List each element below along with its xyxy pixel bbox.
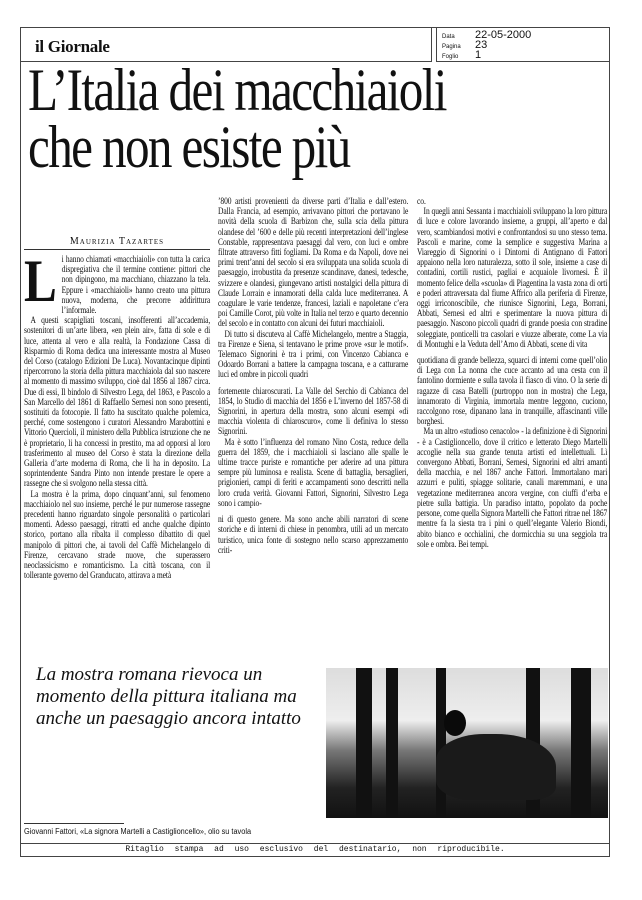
painting-photo — [326, 668, 608, 818]
paragraph: ni di questo genere. Ma sono anche abili narratori di scene storiche e di interni di chiese in penombra, utili ad un mercato turistico, unica fonte di sostegno nello scarso apprezzamento criti- — [218, 514, 409, 555]
article-column-2 — [218, 196, 408, 555]
headline-line-1: L’Italia dei macchiaioli — [28, 57, 446, 123]
paragraph: fortemente chiaroscurati. La Valle del Serchio di Cabianca del 1854, lo Studio di macchia del 1856 e L’inverno del 1857-58 di Signorini, in apertura della mostra, sono alcuni esempi «di macchia violenta di chiaroscuro», come li definiva lo stesso Signorini. — [218, 385, 409, 437]
paragraph — [24, 248, 211, 316]
byline: Maurizia Tazartes — [24, 236, 210, 250]
clipping-meta — [436, 27, 610, 62]
paragraph-text: i hanno chiamati «macchiaioli» con tutta la carica dispregiativa che il termine contiene: pittori che non dipingono, ma macchiano, chiazzano la tela. Eppure i «macchiaioli» hanno creato una pittura nuova, moderna, che precorre addirittura l’informale. — [61, 254, 211, 316]
article-column-1 — [24, 248, 211, 581]
caption-rule — [24, 823, 124, 824]
meta-label-date: Data — [442, 34, 455, 40]
paragraph: Di tutto si discuteva al Caffè Michelangelo, mentre a Staggia, tra Firenze e Siena, si tentavano le prime prove «sur le motif». Telemaco Signorini è tra i primi, con Vincenzo Cabianca e Odoardo Borrani a battere la campagna toscana, e a catturarne luci ed ombre in piccoli quadri — [218, 328, 409, 380]
meta-label-sheet: Foglio — [442, 54, 459, 60]
meta-date: 22-05-2000 — [475, 29, 532, 41]
paragraph: ’800 artisti provenienti da diverse parti d’Italia e dall’estero. Dalla Francia, ad esempio, arrivavano pittori che portavano le novità della scuola di Barbizon che, sulla scia della pittura olandese del ’600 e delle più recenti interpretazioni dell’inglese Constable, rappresentava paesaggi dal vero, con luci e ombre filtrate attraverso fitti fogliami. Da Roma e da Napoli, dove nei primi trent’anni del secolo si era sviluppata una solida scuola di paesaggio, irrobustita da presenze scandinave, danesi, tedesche, svizzere e olandesi, giungevano artisti nostalgici della pittura di Claude Lorrain e innamorati della calda luce mediterranea. A coagulare le varie tendenze, francesi, laziali e napoletane c’era poi Camille Corot, più volte in Italia nel terzo e quarto decennio del secolo e in contatto con alcuni dei futuri macchiaioli. — [218, 196, 409, 329]
paragraph: In quegli anni Sessanta i macchiaioli sviluppano la loro pittura di luce e colore lavorando insieme, a gruppi, all’aperto e dal vero, scambiandosi motivi e confrontandosi su uno stesso tema. Pascoli e marine, come la semplice e suggestiva Marina a Viareggio di Signorini o i Dintorni di Antignano di Fattori appaiono nella loro naturalezza, sotto il sole, insieme a case di contadini, cortili rustici, pagliai e acquaiole livornesi. È il momento felice della «scuola» di Piagentina la vasta zona di orti e poderi attraversata dal fiume Affrico alla periferia di Firenze, oggi irriconoscibile, che riunisce Signorini, Lega, Borrani, Abbati, Sernesi ed altri e sperimentare la nuova pittura di paesaggio. Nascono piccoli quadri di grande poesia con stradine soleggiate, ponticelli tra casolari e viuzze alberate, come La via di Montughi e la Veduta dell’Arno di Abbati, scene di vita — [417, 206, 608, 349]
paragraph: La mostra è la prima, dopo cinquant’anni, sul fenomeno macchiaiolo nel suo insieme, perché le pur numerose rassegne precedenti hanno riguardato singole personalità o particolari momenti. Adesso paesaggi, ritratti ed anche qualche dipinto storico, portano alla ribalta il complesso dibattito di quel manipolo di pittori che, ai tavoli del Caffè Michelangelo di Firenze, cercavano strade nuove, che superassero neoclassicismo e romanticismo. La città toscana, con il tollerante governo del Granducato, attirava a metà — [24, 488, 211, 581]
article-column-3 — [417, 196, 607, 549]
photo-caption: Giovanni Fattori, «La signora Martelli a Castiglioncello», olio su tavola — [24, 827, 252, 836]
paragraph: Ma è sotto l’influenza del romano Nino Costa, reduce della guerra del 1859, che i macchiaioli si lasciano alle spalle le ultime tracce puriste e romantiche per aderire ad una pittura sempre più luminosa e realista. Scene di battaglia, bersaglieri, prigionieri, campi di feriti e accampamenti sono descritti nella loro cruda verità. Giovanni Fattori, Signorini, Silvestro Lega sono i campio- — [218, 436, 409, 508]
paragraph: Ma un altro «studioso cenacolo» - la definizione è di Signorini - è a Castiglioncello, dove il critico e letterato Diego Martelli accoglie nella sua grande tenuta artisti ed intellettuali. Lì convergono Abbati, Borrani, Sernesi, Signorini ed altri amanti della macchia, e nel 1867 anche Fattori. Immortalano mari azzurri e puliti, spiagge solitarie, canali maremmani, e una vegetazione mediterranea ancora vergine, con ciuffi d’erba e pietre sulla battigia. Un paradiso intatto, popolato da poche persone, come quella Signora Martelli che Fattori ritrae nel 1867 mentre fa la siesta tra i pini o quell’elegante Valerio Biondi, abito bianco e occhialini, che dormicchia su una seggiola tra sole e ombra. Bei tempi. — [417, 426, 608, 549]
drop-cap: L — [24, 248, 57, 314]
paragraph: A questi scapigliati toscani, insofferenti all’accademia, sostenitori di un’arte libera, «en plein air», fatta di sole e di luce, attenta al vero e alla realtà, la Fondazione Cassa di Risparmio di Roma dedica una interessante mostra al Museo del Corso (catalogo Edizioni De Luca). Novantacinque dipinti ripercorrono la storia della pittura macchiaiola dal suo nascere al momento di massimo sviluppo, cioè dal 1856 al 1867 circa. Due di essi, Il bindolo di Silvestro Lega, del 1863, e Pascolo a San Marcello del 1861 di Raffaello Sernesi non sono presenti, sostituiti da fotocopie. Il fatto ha suscitato qualche polemica, perché, come sostengono i curatori Alessandro Marabottini e Vittorio Quercioli, il ministero della Pubblica istruzione che ne è proprietario, li ha concessi in prestito, ma ad opporsi al loro trasferimento al museo del Corso è stata la direzione della Galleria d’arte moderna di Roma, che li ha in deposito. La soprintendente Sandra Pinto non intende prestare le opere a rassegne che si svolgono nella stessa città. — [24, 315, 211, 489]
paragraph: co. — [417, 196, 426, 206]
pull-quote: La mostra romana rievoca un momento della pittura italiana ma anche un paesaggio ancora intatto — [36, 664, 301, 729]
newspaper-masthead: il Giornale — [35, 37, 110, 56]
meta-page: 23 — [475, 39, 488, 51]
paragraph: quotidiana di grande bellezza, squarci di interni come quell’olio di Lega con La nonna che cuce accanto ad una cesta con il fantolino dormiente e sulla tavola il fiasco di vino. O la serie di ragazze di casa Batelli (purtroppo non in mostra) che Lega, innamorato di Virginia, immortala mentre leggono, cuciono, raccolgono rose, dipanano lana in tranquille, affascinanti ville borghesi. — [417, 355, 608, 427]
clipping-footer: Ritaglio stampa ad uso esclusivo del destinatario, non riproducibile. — [20, 843, 610, 857]
meta-label-page: Pagina — [442, 44, 461, 50]
headline-line-2: che non esiste più — [28, 114, 350, 180]
meta-sheet: 1 — [475, 49, 482, 61]
